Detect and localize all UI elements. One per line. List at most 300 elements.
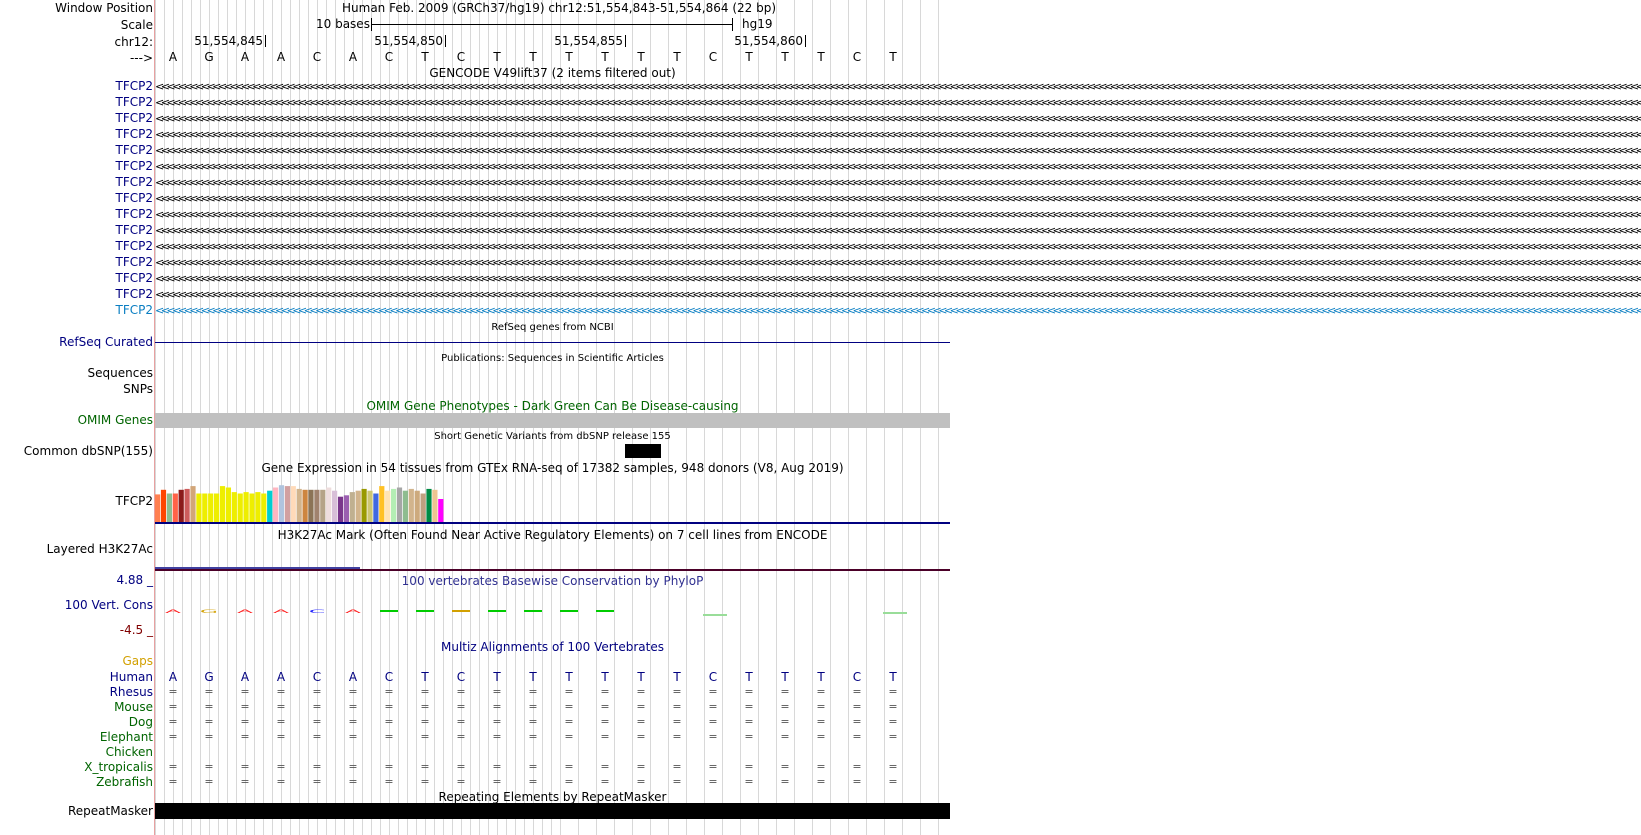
multiz-base: T — [781, 670, 789, 684]
multiz-match: = — [276, 775, 286, 788]
gtex-tissue-bar[interactable] — [297, 489, 302, 522]
multiz-match: = — [672, 730, 682, 743]
multiz-match: = — [168, 715, 178, 728]
multiz-base: T — [421, 670, 429, 684]
sequence-base: T — [529, 50, 537, 64]
phylop-bar — [452, 610, 470, 612]
multiz-match: = — [708, 760, 718, 773]
gencode-gene-label[interactable]: TFCP2 — [115, 239, 153, 253]
dbsnp-variant-block[interactable] — [625, 444, 661, 458]
scale-label: Scale — [120, 18, 153, 32]
omim-title: OMIM Gene Phenotypes - Dark Green Can Be Disease-causing — [366, 399, 739, 413]
gtex-tissue-bar[interactable] — [267, 491, 272, 522]
gtex-tissue-bar[interactable] — [232, 492, 237, 522]
multiz-match: = — [888, 775, 898, 788]
gtex-tissue-bar[interactable] — [255, 492, 260, 522]
multiz-match: = — [240, 715, 250, 728]
multiz-match: = — [168, 685, 178, 698]
gencode-gene-label[interactable]: TFCP2 — [115, 127, 153, 141]
phylop-base-glyph: A — [165, 608, 181, 615]
multiz-match: = — [276, 760, 286, 773]
multiz-match: = — [492, 730, 502, 743]
gencode-gene-label[interactable]: TFCP2 — [115, 303, 153, 317]
gtex-tissue-bar[interactable] — [326, 488, 331, 523]
multiz-match: = — [852, 730, 862, 743]
multiz-match: = — [204, 775, 214, 788]
multiz-match: = — [168, 730, 178, 743]
multiz-match: = — [600, 760, 610, 773]
track-labels-panel — [0, 0, 155, 835]
multiz-match: = — [780, 775, 790, 788]
multiz-base: A — [348, 670, 358, 684]
coordinate-tick — [445, 35, 446, 47]
h3k27ac-baseline — [155, 569, 950, 571]
publications-label[interactable]: Sequences — [87, 366, 153, 380]
gencode-transcript-line[interactable]: <<<<<<<<<<<<<<<<<<<<<<<<<<<<<<<<<<<<<<<<<<<<<<<<<<<<<<<<<<<<<<<<<<<<<<<<<<<<<<<<<<<<<<<<<<<<<<<<<<<<<<<<<<<<<<<<<<<<<<<<<<<<<<<<<<<<<<<<<<<<<<<<<<<<<<<<<<<<<<<<<<<<<<<<<<<<<<<<<<<<<<<<<<<<<<<<<<<<<<<<<<<<<<<<<<<<<<<<<<<<<<<<<<<<<<<<<<<<<<<<<<<<<<<<<<<<<<<<<<<< — [155, 144, 1641, 157]
multiz-match: = — [384, 730, 394, 743]
gtex-tissue-bar[interactable] — [279, 485, 284, 522]
sequence-base: T — [565, 50, 573, 64]
coordinate-tick-label: 51,554,855 — [554, 34, 623, 48]
multiz-match: = — [672, 685, 682, 698]
gtex-tissue-bar[interactable] — [415, 491, 420, 522]
gencode-transcript-line[interactable]: <<<<<<<<<<<<<<<<<<<<<<<<<<<<<<<<<<<<<<<<<<<<<<<<<<<<<<<<<<<<<<<<<<<<<<<<<<<<<<<<<<<<<<<<<<<<<<<<<<<<<<<<<<<<<<<<<<<<<<<<<<<<<<<<<<<<<<<<<<<<<<<<<<<<<<<<<<<<<<<<<<<<<<<<<<<<<<<<<<<<<<<<<<<<<<<<<<<<<<<<<<<<<<<<<<<<<<<<<<<<<<<<<<<<<<<<<<<<<<<<<<<<<<<<<<<<<<<<<<<< — [155, 160, 1641, 173]
multiz-match: = — [168, 700, 178, 713]
sequence-base: A — [348, 50, 358, 64]
multiz-match: = — [420, 775, 430, 788]
phylop-base-glyph: A — [237, 608, 253, 615]
sequence-base: C — [852, 50, 862, 64]
h3k27ac-label[interactable]: Layered H3K27Ac — [46, 542, 153, 556]
gtex-tissue-bar[interactable] — [249, 494, 254, 523]
gencode-gene-label[interactable]: TFCP2 — [115, 207, 153, 221]
gtex-tissue-bar[interactable] — [373, 494, 378, 523]
strand-label: ---> — [129, 51, 153, 65]
gtex-tissue-bar[interactable] — [220, 486, 225, 522]
multiz-match: = — [888, 700, 898, 713]
multiz-match: = — [744, 685, 754, 698]
gtex-tissue-bar[interactable] — [391, 489, 396, 522]
multiz-match: = — [816, 685, 826, 698]
h3k27ac-title: H3K27Ac Mark (Often Found Near Active Regulatory Elements) on 7 cell lines from ENCODE — [277, 528, 828, 542]
multiz-match: = — [888, 760, 898, 773]
refseq-gene-line[interactable] — [155, 342, 950, 343]
gtex-tissue-bar[interactable] — [338, 497, 343, 522]
multiz-match: = — [240, 760, 250, 773]
phylop-base-glyph: G — [199, 608, 219, 615]
position-text: Human Feb. 2009 (GRCh37/hg19) chr12:51,554,843-51,554,864 (22 bp) — [342, 1, 777, 15]
multiz-match: = — [672, 715, 682, 728]
multiz-base: T — [565, 670, 573, 684]
gencode-transcript-line[interactable]: <<<<<<<<<<<<<<<<<<<<<<<<<<<<<<<<<<<<<<<<<<<<<<<<<<<<<<<<<<<<<<<<<<<<<<<<<<<<<<<<<<<<<<<<<<<<<<<<<<<<<<<<<<<<<<<<<<<<<<<<<<<<<<<<<<<<<<<<<<<<<<<<<<<<<<<<<<<<<<<<<<<<<<<<<<<<<<<<<<<<<<<<<<<<<<<<<<<<<<<<<<<<<<<<<<<<<<<<<<<<<<<<<<<<<<<<<<<<<<<<<<<<<<<<<<<<<<<<<<<< — [155, 192, 1641, 205]
snps-label[interactable]: SNPs — [123, 382, 153, 396]
sequence-base: T — [673, 50, 681, 64]
multiz-match: = — [780, 730, 790, 743]
gencode-gene-label[interactable]: TFCP2 — [115, 95, 153, 109]
multiz-match: = — [348, 775, 358, 788]
multiz-match: = — [420, 760, 430, 773]
multiz-match: = — [312, 685, 322, 698]
multiz-match: = — [492, 685, 502, 698]
multiz-match: = — [528, 760, 538, 773]
multiz-match: = — [312, 730, 322, 743]
gencode-transcript-line[interactable]: <<<<<<<<<<<<<<<<<<<<<<<<<<<<<<<<<<<<<<<<<<<<<<<<<<<<<<<<<<<<<<<<<<<<<<<<<<<<<<<<<<<<<<<<<<<<<<<<<<<<<<<<<<<<<<<<<<<<<<<<<<<<<<<<<<<<<<<<<<<<<<<<<<<<<<<<<<<<<<<<<<<<<<<<<<<<<<<<<<<<<<<<<<<<<<<<<<<<<<<<<<<<<<<<<<<<<<<<<<<<<<<<<<<<<<<<<<<<<<<<<<<<<<<<<<<<<<<<<<<< — [155, 176, 1641, 189]
multiz-match: = — [492, 760, 502, 773]
multiz-match: = — [240, 775, 250, 788]
omim-bar[interactable] — [155, 413, 950, 428]
gencode-transcript-line[interactable]: <<<<<<<<<<<<<<<<<<<<<<<<<<<<<<<<<<<<<<<<<<<<<<<<<<<<<<<<<<<<<<<<<<<<<<<<<<<<<<<<<<<<<<<<<<<<<<<<<<<<<<<<<<<<<<<<<<<<<<<<<<<<<<<<<<<<<<<<<<<<<<<<<<<<<<<<<<<<<<<<<<<<<<<<<<<<<<<<<<<<<<<<<<<<<<<<<<<<<<<<<<<<<<<<<<<<<<<<<<<<<<<<<<<<<<<<<<<<<<<<<<<<<<<<<<<<<<<<<<<< — [155, 240, 1641, 253]
gencode-transcript-line[interactable]: <<<<<<<<<<<<<<<<<<<<<<<<<<<<<<<<<<<<<<<<<<<<<<<<<<<<<<<<<<<<<<<<<<<<<<<<<<<<<<<<<<<<<<<<<<<<<<<<<<<<<<<<<<<<<<<<<<<<<<<<<<<<<<<<<<<<<<<<<<<<<<<<<<<<<<<<<<<<<<<<<<<<<<<<<<<<<<<<<<<<<<<<<<<<<<<<<<<<<<<<<<<<<<<<<<<<<<<<<<<<<<<<<<<<<<<<<<<<<<<<<<<<<<<<<<<<<<<<<<<< — [155, 304, 1641, 317]
sequence-base: T — [817, 50, 825, 64]
sequence-base: T — [601, 50, 609, 64]
multiz-match: = — [384, 715, 394, 728]
sequence-base: G — [204, 50, 214, 64]
gtex-tissue-bar[interactable] — [238, 494, 243, 523]
gtex-tissue-bar[interactable] — [421, 494, 426, 523]
gencode-transcript-line[interactable]: <<<<<<<<<<<<<<<<<<<<<<<<<<<<<<<<<<<<<<<<<<<<<<<<<<<<<<<<<<<<<<<<<<<<<<<<<<<<<<<<<<<<<<<<<<<<<<<<<<<<<<<<<<<<<<<<<<<<<<<<<<<<<<<<<<<<<<<<<<<<<<<<<<<<<<<<<<<<<<<<<<<<<<<<<<<<<<<<<<<<<<<<<<<<<<<<<<<<<<<<<<<<<<<<<<<<<<<<<<<<<<<<<<<<<<<<<<<<<<<<<<<<<<<<<<<<<<<<<<<< — [155, 288, 1641, 301]
sequence-base: T — [889, 50, 897, 64]
sequence-base: T — [637, 50, 645, 64]
multiz-match: = — [456, 775, 466, 788]
multiz-match: = — [420, 685, 430, 698]
gaps-label: Gaps — [122, 654, 153, 668]
phylop-bar — [596, 610, 614, 612]
multiz-match: = — [384, 700, 394, 713]
multiz-match: = — [528, 775, 538, 788]
multiz-species-label[interactable]: Mouse — [114, 700, 153, 714]
gtex-tissue-bar[interactable] — [314, 490, 319, 522]
multiz-match: = — [708, 715, 718, 728]
phylop-bar — [703, 614, 727, 616]
multiz-match: = — [528, 715, 538, 728]
gtex-tissue-bar[interactable] — [438, 499, 443, 522]
sequence-base: T — [493, 50, 501, 64]
multiz-match: = — [888, 730, 898, 743]
gencode-gene-label[interactable]: TFCP2 — [115, 255, 153, 269]
gtex-tissue-bar[interactable] — [356, 491, 361, 522]
multiz-match: = — [204, 700, 214, 713]
multiz-match: = — [456, 700, 466, 713]
scale-bar — [371, 18, 733, 31]
gtex-bar-chart[interactable] — [155, 476, 950, 522]
multiz-match: = — [744, 775, 754, 788]
gtex-tissue-bar[interactable] — [291, 486, 296, 522]
gencode-gene-label[interactable]: TFCP2 — [115, 191, 153, 205]
multiz-match: = — [708, 730, 718, 743]
multiz-match: = — [240, 700, 250, 713]
multiz-base: T — [889, 670, 897, 684]
multiz-match: = — [276, 685, 286, 698]
phylop-label[interactable]: 100 Vert. Cons — [64, 598, 153, 612]
assembly-text: hg19 — [742, 17, 773, 31]
multiz-match: = — [240, 730, 250, 743]
gtex-tissue-bar[interactable] — [344, 495, 349, 522]
gtex-tissue-bar[interactable] — [161, 490, 166, 522]
sequence-base: A — [240, 50, 250, 64]
multiz-match: = — [636, 775, 646, 788]
multiz-match: = — [888, 715, 898, 728]
coordinate-tick-label: 51,554,850 — [374, 34, 443, 48]
gtex-tissue-bar[interactable] — [244, 492, 249, 522]
multiz-match: = — [636, 700, 646, 713]
gencode-gene-label[interactable]: TFCP2 — [115, 175, 153, 189]
multiz-match: = — [204, 715, 214, 728]
coordinate-tick — [625, 35, 626, 47]
gtex-tissue-bar[interactable] — [155, 494, 160, 522]
gtex-tissue-bar[interactable] — [367, 491, 372, 522]
gtex-tissue-bar[interactable] — [308, 490, 313, 522]
multiz-match: = — [312, 700, 322, 713]
multiz-species-label[interactable]: Dog — [128, 715, 153, 729]
gencode-transcript-line[interactable]: <<<<<<<<<<<<<<<<<<<<<<<<<<<<<<<<<<<<<<<<<<<<<<<<<<<<<<<<<<<<<<<<<<<<<<<<<<<<<<<<<<<<<<<<<<<<<<<<<<<<<<<<<<<<<<<<<<<<<<<<<<<<<<<<<<<<<<<<<<<<<<<<<<<<<<<<<<<<<<<<<<<<<<<<<<<<<<<<<<<<<<<<<<<<<<<<<<<<<<<<<<<<<<<<<<<<<<<<<<<<<<<<<<<<<<<<<<<<<<<<<<<<<<<<<<<<<<<<<<<< — [155, 224, 1641, 237]
multiz-match: = — [528, 685, 538, 698]
gencode-gene-label[interactable]: TFCP2 — [115, 79, 153, 93]
repeatmasker-bar[interactable] — [155, 803, 950, 819]
phylop-bar — [416, 610, 434, 612]
gencode-transcript-line[interactable]: <<<<<<<<<<<<<<<<<<<<<<<<<<<<<<<<<<<<<<<<<<<<<<<<<<<<<<<<<<<<<<<<<<<<<<<<<<<<<<<<<<<<<<<<<<<<<<<<<<<<<<<<<<<<<<<<<<<<<<<<<<<<<<<<<<<<<<<<<<<<<<<<<<<<<<<<<<<<<<<<<<<<<<<<<<<<<<<<<<<<<<<<<<<<<<<<<<<<<<<<<<<<<<<<<<<<<<<<<<<<<<<<<<<<<<<<<<<<<<<<<<<<<<<<<<<<<<<<<<<< — [155, 272, 1641, 285]
multiz-species-label[interactable]: X_tropicalis — [84, 760, 153, 774]
multiz-match: = — [240, 685, 250, 698]
multiz-match: = — [780, 700, 790, 713]
gtex-tissue-bar[interactable] — [285, 486, 290, 522]
gencode-transcript-line[interactable]: <<<<<<<<<<<<<<<<<<<<<<<<<<<<<<<<<<<<<<<<<<<<<<<<<<<<<<<<<<<<<<<<<<<<<<<<<<<<<<<<<<<<<<<<<<<<<<<<<<<<<<<<<<<<<<<<<<<<<<<<<<<<<<<<<<<<<<<<<<<<<<<<<<<<<<<<<<<<<<<<<<<<<<<<<<<<<<<<<<<<<<<<<<<<<<<<<<<<<<<<<<<<<<<<<<<<<<<<<<<<<<<<<<<<<<<<<<<<<<<<<<<<<<<<<<<<<<<<<<<< — [155, 208, 1641, 221]
scale-text: 10 bases — [316, 17, 370, 31]
multiz-match: = — [312, 715, 322, 728]
multiz-match: = — [600, 730, 610, 743]
repeatmasker-title: Repeating Elements by RepeatMasker — [438, 790, 667, 804]
multiz-species-label[interactable]: Human — [109, 670, 153, 684]
gtex-tissue-bar[interactable] — [208, 494, 213, 523]
multiz-match: = — [636, 685, 646, 698]
multiz-match: = — [492, 715, 502, 728]
phylop-bar — [380, 610, 398, 612]
multiz-match: = — [348, 715, 358, 728]
multiz-match: = — [456, 715, 466, 728]
multiz-match: = — [816, 715, 826, 728]
gencode-gene-label[interactable]: TFCP2 — [115, 111, 153, 125]
multiz-match: = — [780, 760, 790, 773]
multiz-match: = — [600, 715, 610, 728]
sequence-base: C — [312, 50, 322, 64]
chrom-label: chr12: — [114, 35, 153, 49]
track-area[interactable] — [155, 0, 1641, 835]
refseq-label[interactable]: RefSeq Curated — [59, 335, 153, 349]
gtex-tissue-bar[interactable] — [362, 489, 367, 522]
multiz-match: = — [384, 775, 394, 788]
multiz-match: = — [672, 700, 682, 713]
refseq-title: RefSeq genes from NCBI — [491, 322, 614, 333]
multiz-match: = — [204, 730, 214, 743]
gtex-tissue-bar[interactable] — [303, 490, 308, 522]
multiz-base: C — [852, 670, 862, 684]
multiz-match: = — [780, 685, 790, 698]
phylop-plot[interactable] — [155, 600, 950, 625]
multiz-match: = — [708, 685, 718, 698]
multiz-base: A — [240, 670, 250, 684]
gtex-tissue-bar[interactable] — [426, 489, 431, 522]
multiz-base: T — [745, 670, 753, 684]
multiz-match: = — [564, 760, 574, 773]
gencode-gene-label[interactable]: TFCP2 — [115, 271, 153, 285]
multiz-match: = — [852, 700, 862, 713]
multiz-match: = — [348, 685, 358, 698]
multiz-match: = — [168, 775, 178, 788]
gtex-tissue-bar[interactable] — [397, 488, 402, 523]
gtex-tissue-bar[interactable] — [167, 494, 172, 523]
sequence-base: T — [745, 50, 753, 64]
gencode-transcript-line[interactable]: <<<<<<<<<<<<<<<<<<<<<<<<<<<<<<<<<<<<<<<<<<<<<<<<<<<<<<<<<<<<<<<<<<<<<<<<<<<<<<<<<<<<<<<<<<<<<<<<<<<<<<<<<<<<<<<<<<<<<<<<<<<<<<<<<<<<<<<<<<<<<<<<<<<<<<<<<<<<<<<<<<<<<<<<<<<<<<<<<<<<<<<<<<<<<<<<<<<<<<<<<<<<<<<<<<<<<<<<<<<<<<<<<<<<<<<<<<<<<<<<<<<<<<<<<<<<<<<<<<<< — [155, 96, 1641, 109]
sequence-base: C — [708, 50, 718, 64]
multiz-match: = — [564, 700, 574, 713]
multiz-match: = — [852, 760, 862, 773]
multiz-match: = — [600, 775, 610, 788]
gencode-transcript-line[interactable]: <<<<<<<<<<<<<<<<<<<<<<<<<<<<<<<<<<<<<<<<<<<<<<<<<<<<<<<<<<<<<<<<<<<<<<<<<<<<<<<<<<<<<<<<<<<<<<<<<<<<<<<<<<<<<<<<<<<<<<<<<<<<<<<<<<<<<<<<<<<<<<<<<<<<<<<<<<<<<<<<<<<<<<<<<<<<<<<<<<<<<<<<<<<<<<<<<<<<<<<<<<<<<<<<<<<<<<<<<<<<<<<<<<<<<<<<<<<<<<<<<<<<<<<<<<<<<<<<<<<< — [155, 256, 1641, 269]
h3k27ac-signal — [155, 567, 360, 569]
gtex-tissue-bar[interactable] — [273, 488, 278, 523]
gtex-tissue-bar[interactable] — [350, 492, 355, 522]
multiz-match: = — [636, 715, 646, 728]
gtex-tissue-bar[interactable] — [196, 494, 201, 523]
multiz-match: = — [816, 760, 826, 773]
coordinate-tick — [265, 35, 266, 47]
coordinate-tick-label: 51,554,845 — [194, 34, 263, 48]
sequence-base: C — [456, 50, 466, 64]
multiz-match: = — [816, 775, 826, 788]
multiz-base: A — [276, 670, 286, 684]
multiz-match: = — [384, 685, 394, 698]
multiz-base: C — [708, 670, 718, 684]
multiz-base: T — [673, 670, 681, 684]
gencode-transcript-line[interactable]: <<<<<<<<<<<<<<<<<<<<<<<<<<<<<<<<<<<<<<<<<<<<<<<<<<<<<<<<<<<<<<<<<<<<<<<<<<<<<<<<<<<<<<<<<<<<<<<<<<<<<<<<<<<<<<<<<<<<<<<<<<<<<<<<<<<<<<<<<<<<<<<<<<<<<<<<<<<<<<<<<<<<<<<<<<<<<<<<<<<<<<<<<<<<<<<<<<<<<<<<<<<<<<<<<<<<<<<<<<<<<<<<<<<<<<<<<<<<<<<<<<<<<<<<<<<<<<<<<<<< — [155, 112, 1641, 125]
multiz-match: = — [276, 730, 286, 743]
multiz-base: T — [493, 670, 501, 684]
multiz-match: = — [852, 685, 862, 698]
gencode-gene-label[interactable]: TFCP2 — [115, 143, 153, 157]
multiz-base: C — [384, 670, 394, 684]
dbsnp-label[interactable]: Common dbSNP(155) — [23, 444, 153, 458]
gtex-tissue-bar[interactable] — [409, 489, 414, 522]
multiz-match: = — [312, 760, 322, 773]
multiz-match: = — [816, 700, 826, 713]
multiz-match: = — [456, 760, 466, 773]
multiz-match: = — [672, 760, 682, 773]
gtex-tissue-bar[interactable] — [379, 486, 384, 522]
gtex-tissue-bar[interactable] — [185, 489, 190, 522]
sequence-base: A — [168, 50, 178, 64]
phylop-base-glyph: A — [273, 608, 289, 615]
multiz-match: = — [528, 730, 538, 743]
multiz-base: T — [529, 670, 537, 684]
gencode-gene-label[interactable]: TFCP2 — [115, 223, 153, 237]
multiz-match: = — [564, 730, 574, 743]
multiz-match: = — [744, 715, 754, 728]
multiz-title: Multiz Alignments of 100 Vertebrates — [440, 640, 665, 654]
multiz-match: = — [168, 760, 178, 773]
multiz-match: = — [528, 700, 538, 713]
phylop-bar — [524, 610, 542, 612]
gencode-gene-label[interactable]: TFCP2 — [115, 287, 153, 301]
multiz-species-label[interactable]: Rhesus — [109, 685, 153, 699]
gtex-label[interactable]: TFCP2 — [115, 494, 153, 508]
gtex-tissue-bar[interactable] — [320, 490, 325, 522]
multiz-match: = — [420, 700, 430, 713]
gtex-baseline — [155, 522, 950, 524]
phylop-bar — [560, 610, 578, 612]
multiz-match: = — [600, 700, 610, 713]
multiz-species-label[interactable]: Zebrafish — [96, 775, 153, 789]
sequence-base: T — [421, 50, 429, 64]
gtex-tissue-bar[interactable] — [214, 494, 219, 523]
multiz-species-label[interactable]: Elephant — [99, 730, 153, 744]
gtex-tissue-bar[interactable] — [432, 490, 437, 522]
sequence-base: A — [276, 50, 286, 64]
gencode-gene-label[interactable]: TFCP2 — [115, 159, 153, 173]
phylop-title: 100 vertebrates Basewise Conservation by PhyloP — [401, 574, 704, 588]
multiz-match: = — [204, 685, 214, 698]
gtex-tissue-bar[interactable] — [173, 494, 178, 523]
multiz-match: = — [420, 730, 430, 743]
gtex-tissue-bar[interactable] — [332, 491, 337, 522]
phylop-bar — [883, 612, 907, 614]
multiz-match: = — [744, 760, 754, 773]
multiz-match: = — [564, 715, 574, 728]
sequence-base: T — [781, 50, 789, 64]
coordinate-tick — [805, 35, 806, 47]
gtex-tissue-bar[interactable] — [385, 491, 390, 522]
gtex-tissue-bar[interactable] — [179, 490, 184, 522]
multiz-match: = — [564, 685, 574, 698]
multiz-match: = — [672, 775, 682, 788]
phylop-base-glyph: A — [345, 608, 361, 615]
multiz-species-label[interactable]: Chicken — [105, 745, 153, 759]
gtex-tissue-bar[interactable] — [202, 494, 207, 523]
multiz-match: = — [816, 730, 826, 743]
phylop-base-glyph: C — [308, 608, 326, 615]
multiz-base: T — [601, 670, 609, 684]
multiz-match: = — [456, 730, 466, 743]
multiz-match: = — [456, 685, 466, 698]
multiz-match: = — [312, 775, 322, 788]
dbsnp-title: Short Genetic Variants from dbSNP release 155 — [434, 431, 671, 442]
multiz-match: = — [276, 700, 286, 713]
gtex-tissue-bar[interactable] — [261, 494, 266, 523]
gtex-tissue-bar[interactable] — [190, 486, 195, 522]
gtex-tissue-bar[interactable] — [403, 491, 408, 522]
multiz-match: = — [564, 775, 574, 788]
multiz-match: = — [852, 715, 862, 728]
multiz-base: C — [456, 670, 466, 684]
multiz-base: G — [204, 670, 214, 684]
gencode-transcript-line[interactable]: <<<<<<<<<<<<<<<<<<<<<<<<<<<<<<<<<<<<<<<<<<<<<<<<<<<<<<<<<<<<<<<<<<<<<<<<<<<<<<<<<<<<<<<<<<<<<<<<<<<<<<<<<<<<<<<<<<<<<<<<<<<<<<<<<<<<<<<<<<<<<<<<<<<<<<<<<<<<<<<<<<<<<<<<<<<<<<<<<<<<<<<<<<<<<<<<<<<<<<<<<<<<<<<<<<<<<<<<<<<<<<<<<<<<<<<<<<<<<<<<<<<<<<<<<<<<<<<<<<<< — [155, 80, 1641, 93]
multiz-match: = — [708, 775, 718, 788]
multiz-match: = — [420, 715, 430, 728]
multiz-match: = — [348, 700, 358, 713]
multiz-match: = — [348, 730, 358, 743]
omim-label[interactable]: OMIM Genes — [77, 413, 153, 427]
multiz-base: C — [312, 670, 322, 684]
multiz-match: = — [780, 715, 790, 728]
multiz-match: = — [204, 760, 214, 773]
repeatmasker-label[interactable]: RepeatMasker — [67, 804, 153, 818]
publications-title: Publications: Sequences in Scientific Articles — [441, 353, 664, 364]
gtex-tissue-bar[interactable] — [226, 488, 231, 523]
coordinate-tick-label: 51,554,860 — [734, 34, 803, 48]
gencode-title: GENCODE V49lift37 (2 items filtered out) — [429, 66, 676, 80]
multiz-match: = — [744, 730, 754, 743]
gencode-transcript-line[interactable]: <<<<<<<<<<<<<<<<<<<<<<<<<<<<<<<<<<<<<<<<<<<<<<<<<<<<<<<<<<<<<<<<<<<<<<<<<<<<<<<<<<<<<<<<<<<<<<<<<<<<<<<<<<<<<<<<<<<<<<<<<<<<<<<<<<<<<<<<<<<<<<<<<<<<<<<<<<<<<<<<<<<<<<<<<<<<<<<<<<<<<<<<<<<<<<<<<<<<<<<<<<<<<<<<<<<<<<<<<<<<<<<<<<<<<<<<<<<<<<<<<<<<<<<<<<<<<<<<<<<< — [155, 128, 1641, 141]
phylop-min-label: -4.5 _ — [119, 623, 153, 637]
multiz-match: = — [852, 775, 862, 788]
